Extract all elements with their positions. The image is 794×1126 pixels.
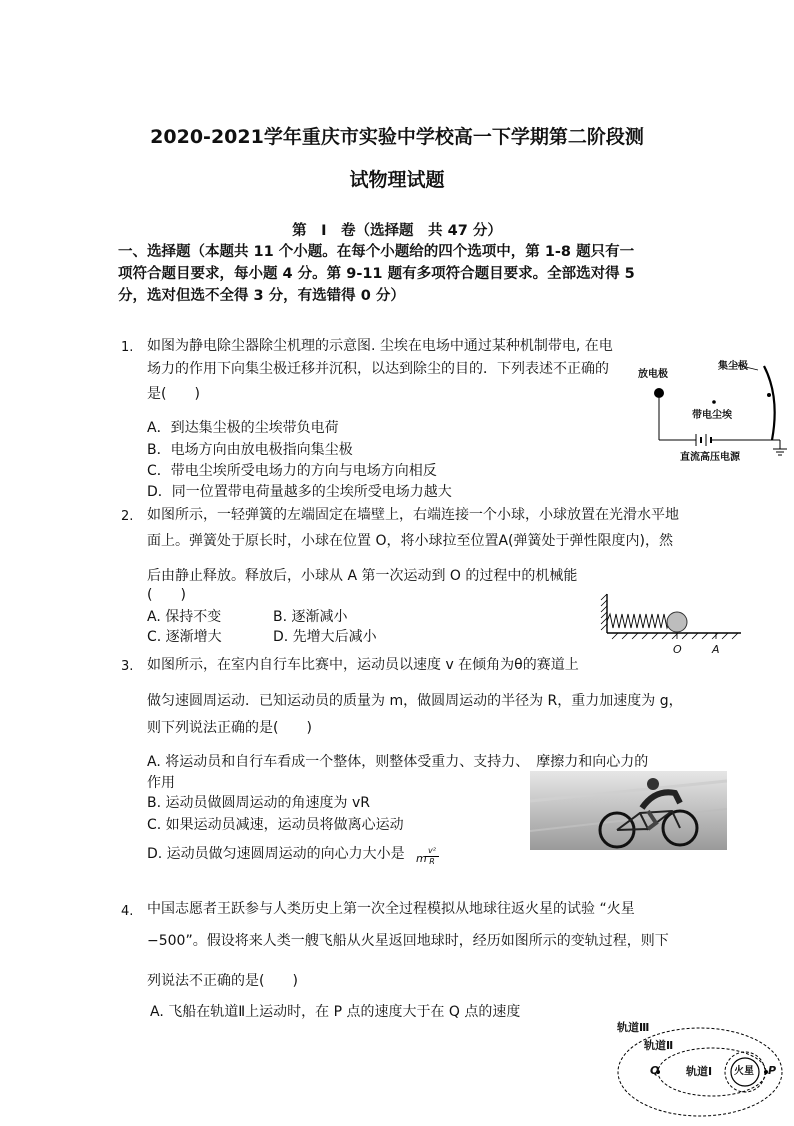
orbit-1-label: 轨道Ⅰ bbox=[686, 1065, 713, 1078]
point-p-label: P bbox=[768, 1064, 777, 1077]
question-text-line: 是( ) bbox=[147, 386, 200, 402]
question-text-line: 如图为静电除尘器除尘机理的示意图. 尘埃在电场中通过某种机制带电, 在电 bbox=[147, 338, 613, 354]
power-supply-label: 直流高压电源 bbox=[680, 452, 740, 463]
question-text-line: 面上。弹簧处于原长时，小球在位置 O，将小球拉至位置A(弹簧处于弹性限度内)，然 bbox=[147, 533, 673, 549]
option-a: A. 飞船在轨道Ⅱ上运动时，在 P 点的速度大于在 Q 点的速度 bbox=[150, 1004, 521, 1020]
question-text-line: 场力的作用下向集尘极迁移并沉积，以达到除尘的目的．下列表述不正确的 bbox=[147, 361, 609, 377]
option-c: C. 逐渐增大 bbox=[147, 629, 222, 645]
discharge-electrode-label: 放电极 bbox=[638, 369, 668, 380]
question-text-line: 则下列说法正确的是( ) bbox=[147, 720, 312, 736]
formula-denominator: R bbox=[429, 857, 435, 866]
option-b: B．电场方向由放电极指向集尘极 bbox=[147, 442, 353, 458]
orbit-3-label: 轨道Ⅲ bbox=[617, 1021, 650, 1034]
option-d: D. 先增大后减小 bbox=[273, 629, 377, 645]
question-text-line: ( ) bbox=[147, 587, 186, 603]
option-c: C. 如果运动员减速，运动员将做离心运动 bbox=[147, 817, 404, 833]
question-number: 4. bbox=[121, 904, 134, 919]
option-d: D. 运动员做匀速圆周运动的向心力大小是 bbox=[147, 846, 405, 862]
section-header: 第 Ⅰ 卷（选择题 共 47 分） bbox=[292, 223, 502, 239]
question-number: 1. bbox=[121, 340, 134, 355]
document-title-line2: 试物理试题 bbox=[349, 169, 445, 191]
option-a-continued: 作用 bbox=[147, 775, 175, 791]
question-text-line: 如图所示，在室内自行车比赛中，运动员以速度 v 在倾角为θ的赛道上 bbox=[147, 657, 579, 673]
cyclist-photo bbox=[530, 771, 727, 850]
option-d: D．同一位置带电荷量越多的尘埃所受电场力越大 bbox=[147, 484, 452, 500]
formula-numerator: v² bbox=[425, 846, 439, 857]
question-text-line: 如图所示，一轻弹簧的左端固定在墙壁上，右端连接一个小球，小球放置在光滑水平地 bbox=[147, 507, 679, 523]
part-intro-line2: 项符合题目要求，每小题 4 分。第 9-11 题有多项符合题目要求。全部选对得 5 bbox=[118, 266, 635, 282]
question-text-line: −500”。假设将来人类一艘飞船从火星返回地球时，经历如图所示的变轨过程，则下 bbox=[147, 933, 669, 949]
point-q-label: Q bbox=[650, 1064, 660, 1077]
formula-fraction bbox=[425, 846, 439, 867]
question-text-line: 中国志愿者王跃参与人类历史上第一次全过程模拟从地球往返火星的试验 “火星 bbox=[147, 901, 635, 917]
mars-label: 火星 bbox=[734, 1066, 754, 1077]
option-a: A. 保持不变 bbox=[147, 609, 222, 625]
question-text-line: 后由静止释放。释放后，小球从 A 第一次运动到 O 的过程中的机械能 bbox=[147, 568, 578, 584]
option-b: B. 逐渐减小 bbox=[273, 609, 348, 625]
option-a: A．到达集尘极的尘埃带负电荷 bbox=[147, 420, 339, 436]
part-intro-line1: 一、选择题（本题共 11 个小题。在每个小题给的四个选项中，第 1-8 题只有一 bbox=[118, 244, 635, 260]
spring-ball-figure bbox=[600, 592, 745, 642]
orbit-2-label: 轨道Ⅱ bbox=[644, 1039, 674, 1052]
dust-label: 带电尘埃 bbox=[692, 410, 732, 421]
document-title-line1: 2020-2021学年重庆市实验中学校高一下学期第二阶段测 bbox=[150, 126, 644, 148]
option-c: C．带电尘埃所受电场力的方向与电场方向相反 bbox=[147, 463, 437, 479]
position-a-label: A bbox=[712, 643, 720, 656]
formula-m: m bbox=[416, 852, 427, 865]
collector-label: 集尘极 bbox=[718, 361, 748, 372]
question-text-line: 做匀速圆周运动．已知运动员的质量为 m，做圆周运动的半径为 R，重力加速度为 g， bbox=[147, 693, 683, 709]
part-intro-line3: 分，选对但选不全得 3 分，有选错得 0 分） bbox=[118, 288, 405, 304]
option-a: A. 将运动员和自行车看成一个整体，则整体受重力、支持力、 摩擦力和向心力的 bbox=[147, 754, 649, 770]
position-o-label: O bbox=[673, 643, 682, 656]
option-b: B. 运动员做圆周运动的角速度为 vR bbox=[147, 795, 370, 811]
question-number: 2. bbox=[121, 509, 134, 524]
question-number: 3. bbox=[121, 659, 134, 674]
question-text-line: 列说法不正确的是( ) bbox=[147, 973, 298, 989]
